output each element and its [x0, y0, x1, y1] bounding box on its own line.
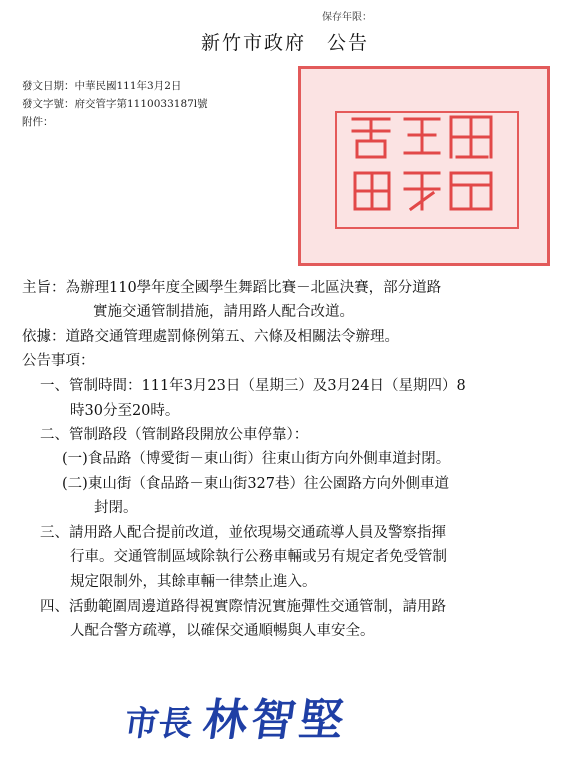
item-2-sub-2-line-1: (二)東山街（食品路－東山街327巷）往公園路方向外側車道 — [62, 476, 449, 492]
subject-line-2: 實施交通管制措施，請用路人配合改道。 — [93, 304, 354, 320]
seal-glyphs — [301, 69, 547, 263]
item-3-line-3: 規定限制外，其餘車輛一律禁止進入。 — [70, 574, 317, 590]
item-4-line-1: 四、活動範圍周邊道路得視實際情況實施彈性交通管制，請用路 — [40, 599, 446, 615]
subject-line-1: 主旨：為辦理110學年度全國學生舞蹈比賽－北區決賽，部分道路 — [22, 280, 442, 296]
attachment-label: 附件： — [22, 116, 54, 128]
item-3-line-2: 行車。交通管制區域除執行公務車輛或另有規定者免受管制 — [70, 549, 447, 565]
item-2-sub-1: (一)食品路（博愛街－東山街）往東山街方向外側車道封閉。 — [62, 451, 451, 467]
retention-label: 保存年限： — [322, 12, 372, 23]
item-3-line-1: 三、請用路人配合提前改道，並依現場交通疏導人員及警察指揮 — [40, 525, 446, 541]
signature-name: 林智堅 — [199, 695, 352, 746]
basis-line: 依據：道路交通管理處罰條例第五、六條及相關法令辦理。 — [22, 329, 399, 345]
item-1-line-2: 時30分至20時。 — [70, 403, 180, 419]
mayor-signature — [121, 684, 352, 748]
item-1-line-1: 一、管制時間：111年3月23日（星期三）及3月24日（星期四）8 — [40, 378, 466, 394]
document-number: 發文字號：府交管字第1110033187l號 — [22, 98, 208, 110]
issue-date: 發文日期：中華民國111年3月2日 — [22, 80, 182, 92]
item-2-line-1: 二、管制路段（管制路段開放公車停靠）： — [40, 427, 309, 443]
official-seal — [298, 66, 550, 266]
signature-title: 市長 — [121, 704, 196, 744]
item-4-line-2: 人配合警方疏導，以確保交通順暢與人車安全。 — [70, 623, 375, 639]
item-2-sub-2-line-2: 封閉。 — [94, 500, 138, 516]
notice-header: 公告事項： — [22, 353, 95, 369]
document-title: 新竹市政府 公告 — [200, 32, 369, 54]
